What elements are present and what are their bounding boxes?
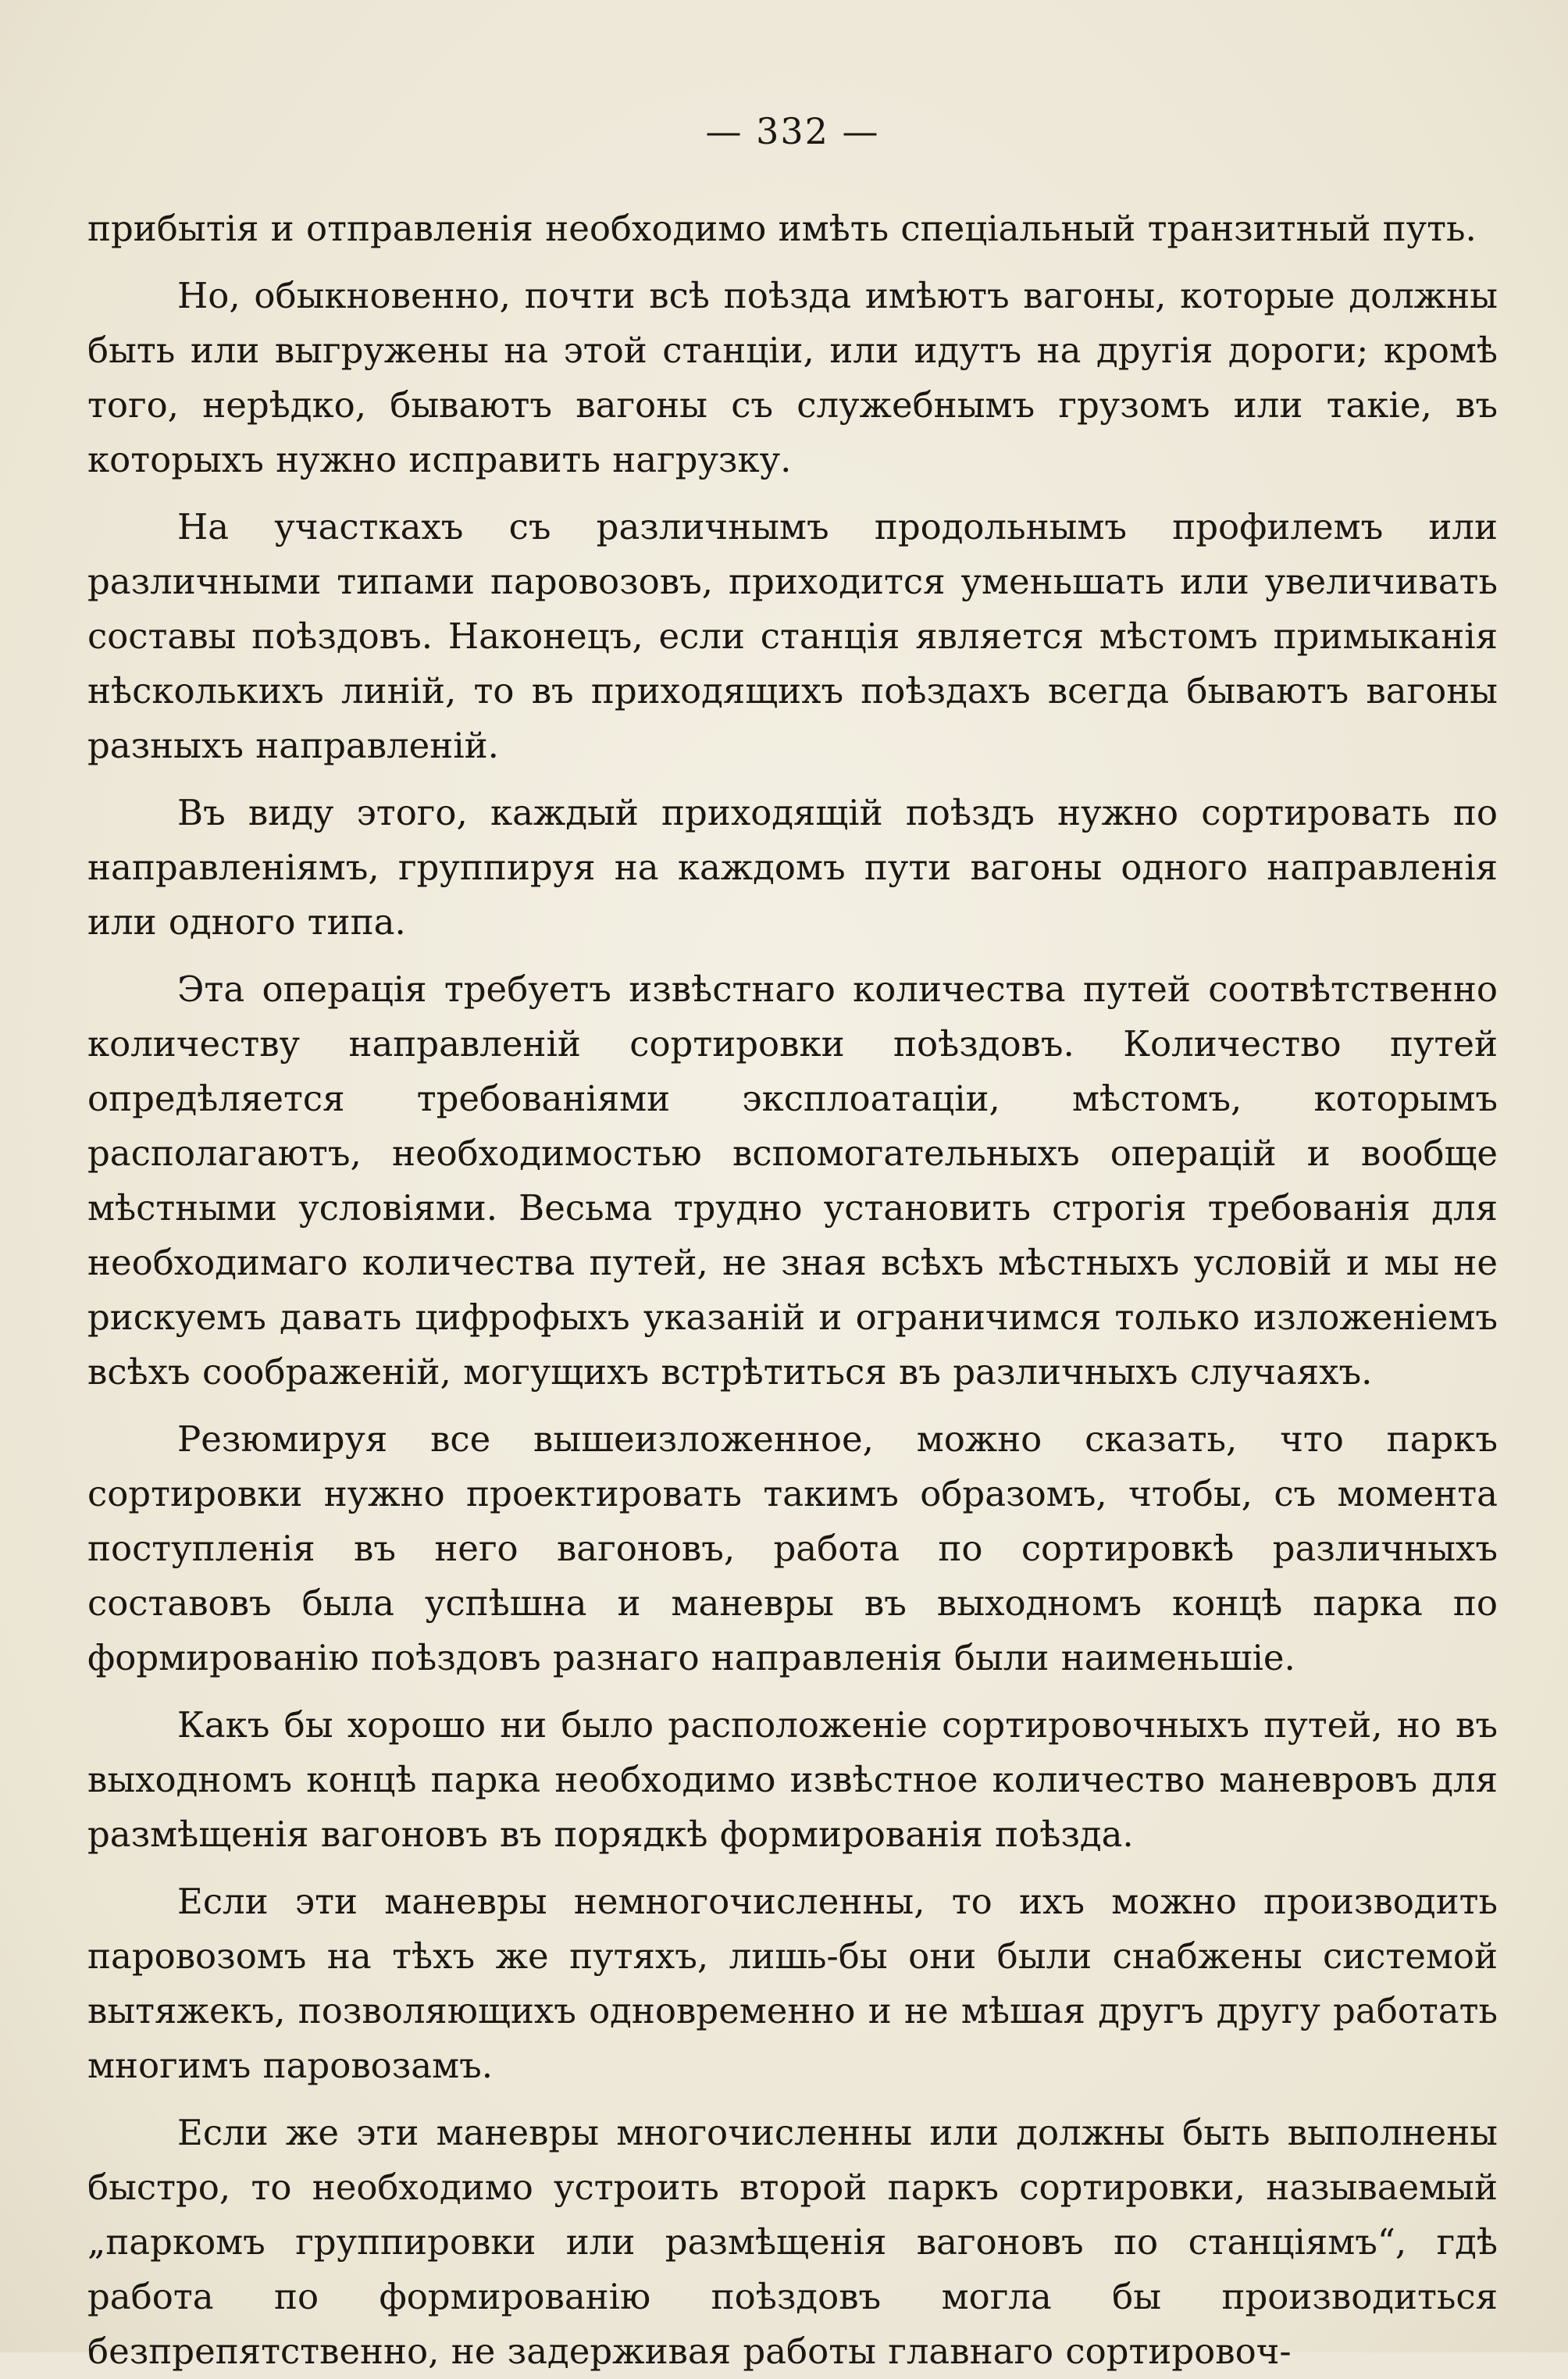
paragraph-4: Въ виду этого, каждый приходящій поѣздъ нужно сортировать по направленіямъ, группируя на каждомъ пути вагоны одного направленія или одного типа. bbox=[87, 792, 1498, 943]
paragraph-1: прибытія и отправленія необходимо имѣть спеціальный транзитный путь. bbox=[87, 208, 1477, 249]
paragraph-8: Если эти маневры немногочисленны, то ихъ можно производить паровозомъ на тѣхъ же путяхъ, лишь-бы они были снабжены системой вытяжекъ, позволяющихъ одновременно и не мѣшая другъ другу работать многимъ паровозамъ. bbox=[87, 1881, 1498, 2086]
paragraph-5: Эта операція требуетъ извѣстнаго количества путей соотвѣтственно количеству направленій сортировки поѣздовъ. Количество путей опредѣляется требованіями эксплоатаціи, мѣстомъ, которымъ располагаютъ, необходимостью вспомогательныхъ операцій и вообще мѣстными условіями. Весьма трудно установить строгія требованія для необходимаго количества путей, не зная всѣхъ мѣстныхъ условій и мы не рискуемъ давать цифрофыхъ указаній и ограничимся только изложеніемъ всѣхъ соображеній, могущихъ встрѣтиться въ различныхъ случаяхъ. bbox=[87, 968, 1498, 1393]
page-number: — 332 — bbox=[705, 110, 880, 152]
paragraph-6: Резюмируя все вышеизложенное, можно сказать, что паркъ сортировки нужно проектировать такимъ образомъ, чтобы, съ момента поступленія въ него вагоновъ, работа по сортировкѣ различныхъ составовъ была успѣшна и маневры въ выходномъ концѣ парка по формированію поѣздовъ разнаго направленія были наименьшіе. bbox=[87, 1418, 1498, 1678]
paragraph-7: Какъ бы хорошо ни было расположеніе сортировочныхъ путей, но въ выходномъ концѣ парка необходимо извѣстное количество маневровъ для размѣщенія вагоновъ въ порядкѣ формированія поѣзда. bbox=[87, 1704, 1498, 1855]
paragraph-2: Но, обыкновенно, почти всѣ поѣзда имѣютъ вагоны, которые должны быть или выгружены на этой станціи, или идутъ на другія дороги; кромѣ того, нерѣдко, бываютъ вагоны съ служебнымъ грузомъ или такіе, въ которыхъ нужно исправить нагрузку. bbox=[87, 275, 1498, 480]
paragraph-3: На участкахъ съ различнымъ продольнымъ профилемъ или различными типами паровозовъ, приходится уменьшать или увеличивать составы поѣздовъ. Наконецъ, если станція является мѣстомъ примыканія нѣсколькихъ линій, то въ приходящихъ поѣздахъ всегда бываютъ вагоны разныхъ направленій. bbox=[87, 506, 1498, 766]
paragraph-9: Если же эти маневры многочисленны или должны быть выполнены быстро, то необходимо устроить второй паркъ сортировки, называемый „паркомъ группировки или размѣщенія вагоновъ по станціямъ“, гдѣ работа по формированію поѣздовъ могла бы производиться безпрепятственно, не задерживая работы главнаго сортировоч- bbox=[87, 2112, 1498, 2372]
